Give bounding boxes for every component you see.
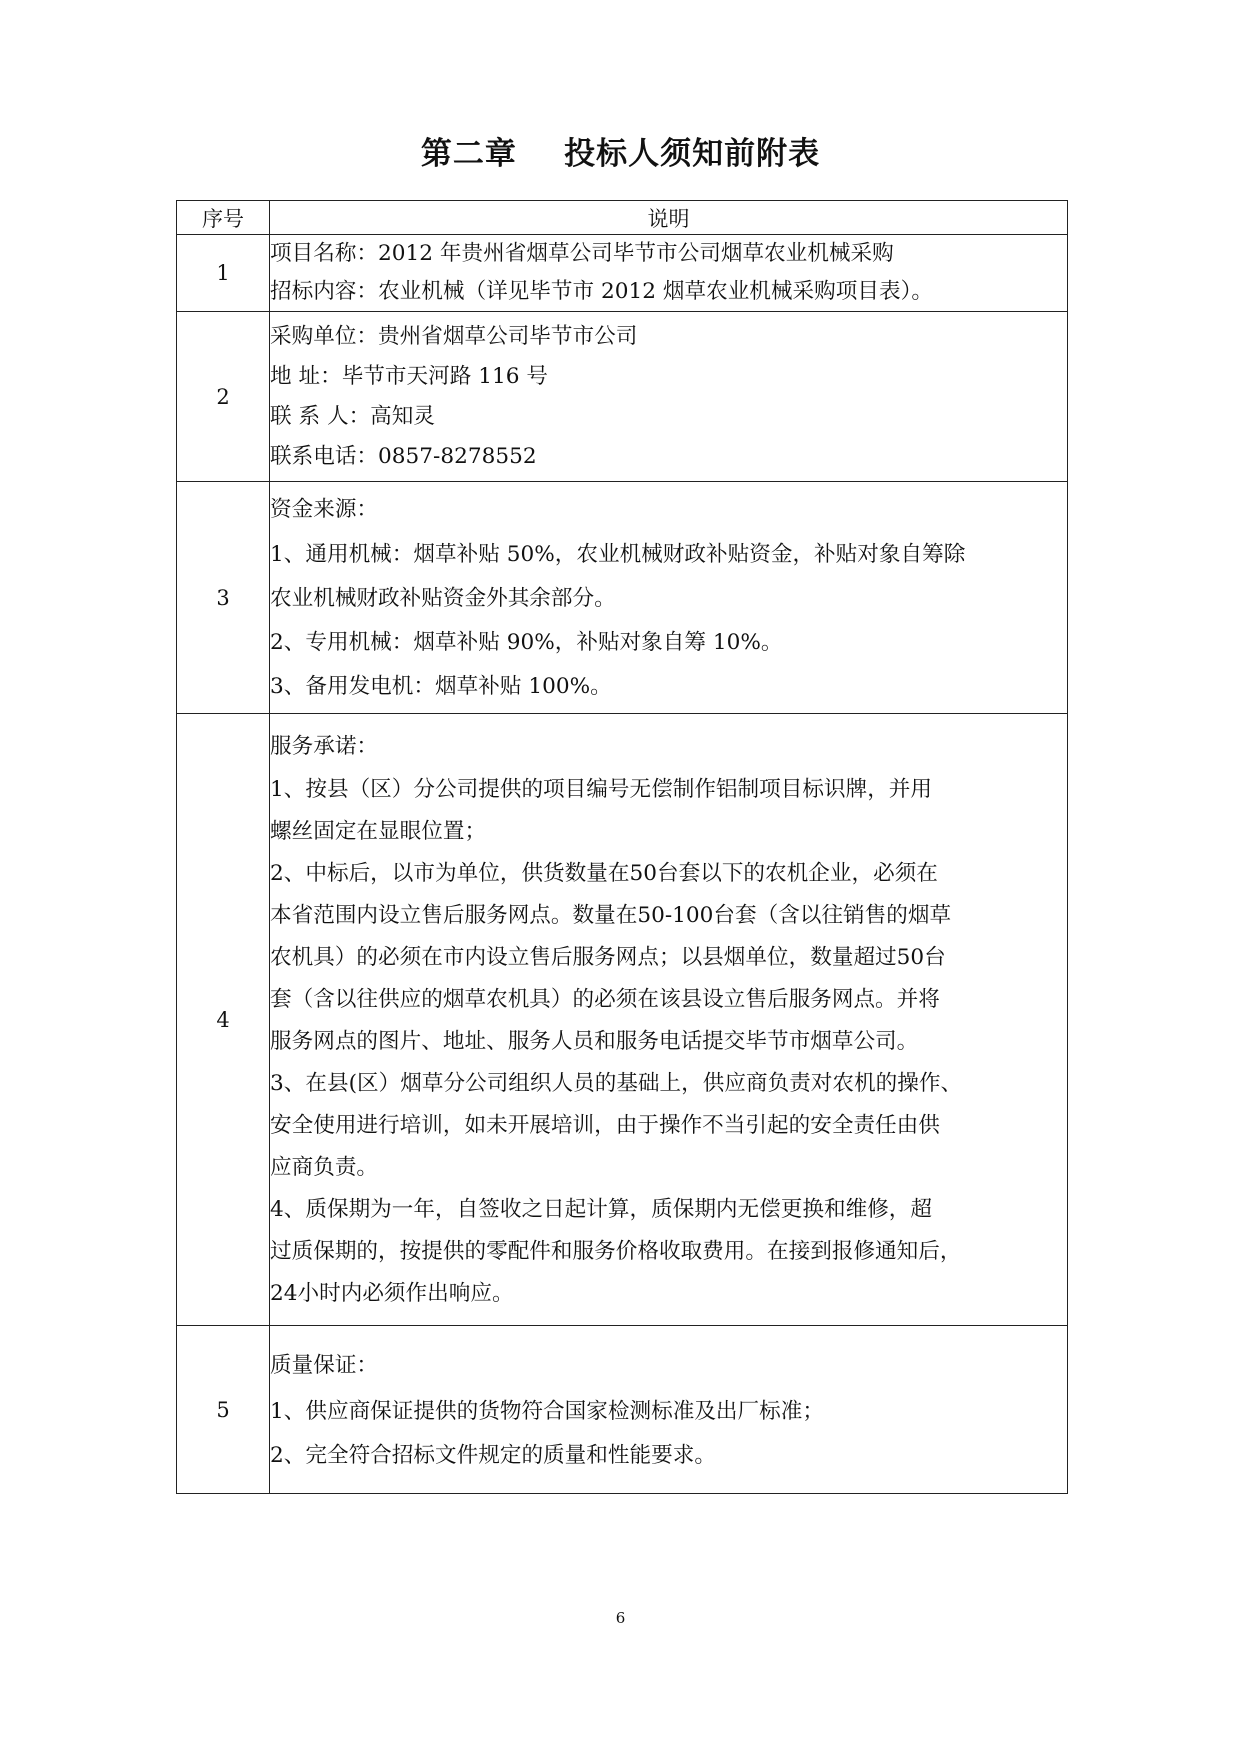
description-line: 农业机械财政补贴资金外其余部分。 <box>270 586 616 611</box>
row-description <box>270 482 1068 714</box>
description-line: 联 系 人：高知灵 <box>270 403 436 429</box>
description-line: 1、按县（区）分公司提供的项目编号无偿制作铝制项目标识牌，并用 <box>270 776 933 802</box>
description-line: 本省范围内设立售后服务网点。数量在50-100台套（含以往销售的烟草 <box>270 902 952 928</box>
description-line: 服务网点的图片、地址、服务人员和服务电话提交毕节市烟草公司。 <box>270 1028 919 1054</box>
table-row <box>177 235 1068 312</box>
row-description <box>270 312 1068 482</box>
description-line: 联系电话：0857-8278552 <box>270 443 537 469</box>
description-line: 4、质保期为一年，自签收之日起计算，质保期内无偿更换和维修，超 <box>270 1196 933 1222</box>
table-header-row <box>177 201 1068 235</box>
table-row <box>177 714 1068 1326</box>
description-line: 质量保证： <box>270 1352 379 1378</box>
description-line: 过质保期的，按提供的零配件和服务价格收取费用。在接到报修通知后， <box>270 1238 962 1264</box>
table-body <box>177 235 1068 1494</box>
description-line: 农机具）的必须在市内设立售后服务网点；以县烟单位，数量超过50台 <box>270 944 946 970</box>
notice-table <box>176 200 1068 1494</box>
row-number: 3 <box>177 482 270 714</box>
table-row <box>177 482 1068 714</box>
row-number: 4 <box>177 714 270 1326</box>
description-line: 2、完全符合招标文件规定的质量和性能要求。 <box>270 1442 716 1468</box>
table-row <box>177 312 1068 482</box>
description-line: 1、供应商保证提供的货物符合国家检测标准及出厂标准； <box>270 1398 824 1424</box>
description-line: 3、在县(区）烟草分公司组织人员的基础上，供应商负责对农机的操作、 <box>270 1070 963 1096</box>
description-line: 1、通用机械：烟草补贴 50%，农业机械财政补贴资金，补贴对象自筹除 <box>270 542 966 567</box>
description-line: 项目名称：2012 年贵州省烟草公司毕节市公司烟草农业机械采购 <box>270 241 894 266</box>
page-title: 第二章 投标人须知前附表 <box>420 136 821 172</box>
description-line: 地 址：毕节市天河路 116 号 <box>270 363 548 389</box>
table-row <box>177 1326 1068 1494</box>
row-number: 5 <box>177 1326 270 1494</box>
description-line: 安全使用进行培训，如未开展培训，由于操作不当引起的安全责任由供 <box>270 1112 940 1138</box>
description-line: 螺丝固定在显眼位置； <box>270 818 487 844</box>
page-number: 6 <box>615 1609 626 1627</box>
description-line: 3、备用发电机：烟草补贴 100%。 <box>270 674 612 699</box>
description-line: 采购单位：贵州省烟草公司毕节市公司 <box>270 323 638 349</box>
description-line: 2、专用机械：烟草补贴 90%，补贴对象自筹 10%。 <box>270 630 783 655</box>
description-line: 24小时内必须作出响应。 <box>270 1280 514 1306</box>
description-line: 套（含以往供应的烟草农机具）的必须在该县设立售后服务网点。并将 <box>270 986 940 1012</box>
row-description <box>270 235 1068 312</box>
description-line: 服务承诺： <box>270 733 379 759</box>
description-line: 招标内容：农业机械（详见毕节市 2012 烟草农业机械采购项目表）。 <box>270 279 933 304</box>
row-number: 1 <box>177 235 270 312</box>
description-line: 资金来源： <box>270 497 379 522</box>
description-line: 2、中标后，以市为单位，供货数量在50台套以下的农机企业，必须在 <box>270 860 938 886</box>
row-number: 2 <box>177 312 270 482</box>
header-number: 序号 <box>177 201 270 235</box>
row-description <box>270 714 1068 1326</box>
description-line: 应商负责。 <box>270 1154 379 1180</box>
row-description <box>270 1326 1068 1494</box>
header-description: 说明 <box>270 201 1068 235</box>
